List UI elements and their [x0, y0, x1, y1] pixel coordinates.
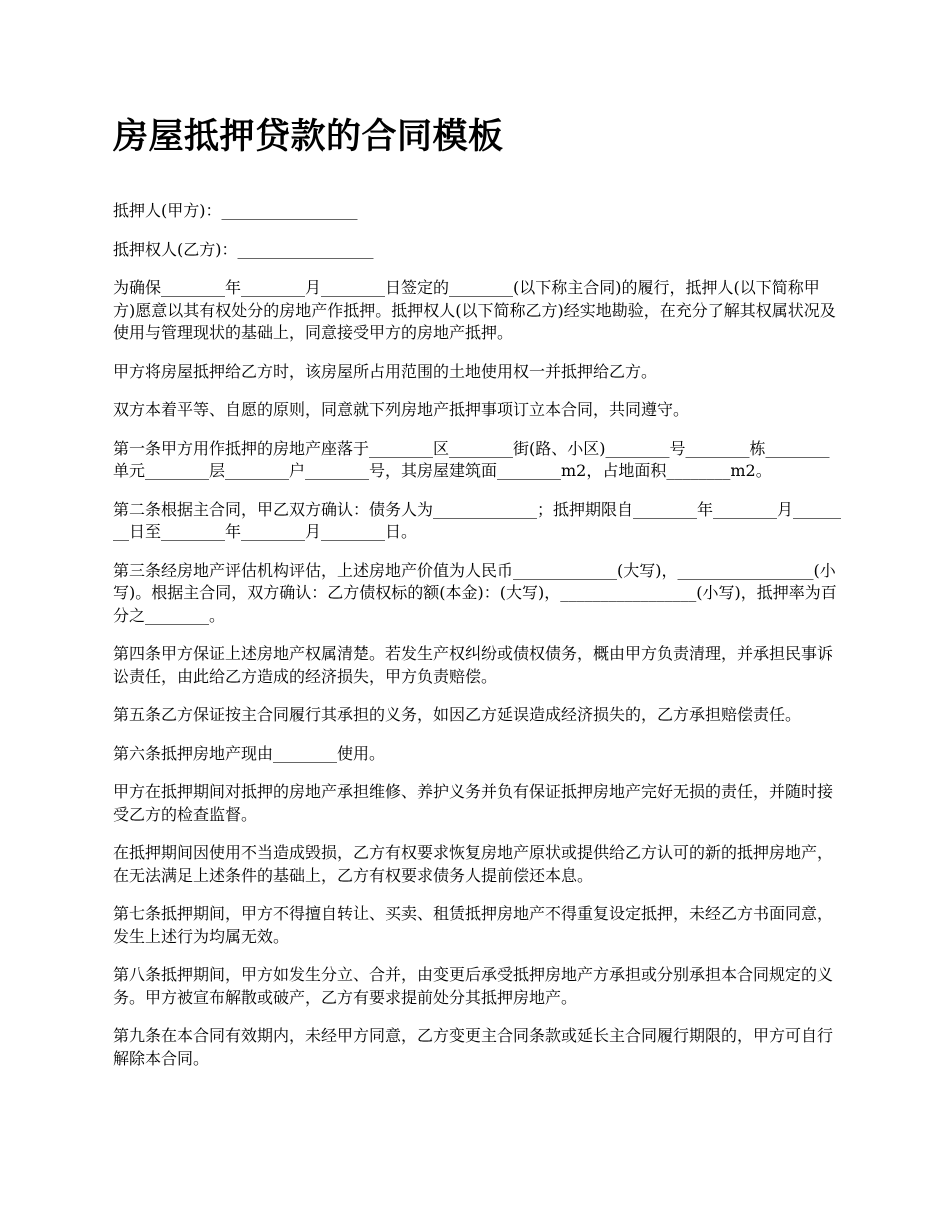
- paragraph-maintenance: 甲方在抵押期间对抵押的房地产承担维修、养护义务并负有保证抵押房地产完好无损的责任，并随时接受乙方的检查监督。: [113, 782, 834, 824]
- paragraph-article-3: 第三条经房地产评估机构评估，上述房地产价值为人民币_____________(大写)，_________________(小写)。根据主合同，双方确认：乙方债权标的额(本金)：(大写)，_________________(小写)，抵押率为百分之________。: [113, 560, 837, 625]
- paragraph-land-use: 甲方将房屋抵押给乙方时，该房屋所占用范围的土地使用权一并抵押给乙方。: [113, 361, 658, 381]
- paragraph-principle: 双方本着平等、自愿的原则，同意就下列房地产抵押事项订立本合同，共同遵守。: [113, 400, 690, 419]
- paragraph-article-5: 第五条乙方保证按主合同履行其承担的义务，如因乙方延误造成经济损失的，乙方承担赔偿责任。: [113, 705, 802, 724]
- paragraph-article-9: 第九条在本合同有效期内，未经甲方同意，乙方变更主合同条款或延长主合同履行期限的，甲方可自行解除本合同。: [113, 1026, 834, 1068]
- paragraph-article-2: 第二条根据主合同，甲乙双方确认：债务人为_____________；抵押期限自________年________月________日至________年________月________日。: [113, 499, 842, 541]
- paragraph-mortgagor: 抵押人(甲方)：_________________: [113, 201, 358, 220]
- paragraph-article-6: 第六条抵押房地产现由________使用。: [113, 743, 386, 763]
- paragraph-damage: 在抵押期间因使用不当造成毁损，乙方有权要求恢复房地产原状或提供给乙方认可的新的抵押房地产，在无法满足上述条件的基础上，乙方有权要求债务人提前偿还本息。: [113, 843, 834, 885]
- document-page: [113, 112, 841, 1086]
- document-title: 房屋抵押贷款的合同模板: [113, 116, 504, 157]
- paragraph-article-7: 第七条抵押期间，甲方不得擅自转让、买卖、租赁抵押房地产不得重复设定抵押，未经乙方书面同意，发生上述行为均属无效。: [113, 904, 834, 946]
- paragraph-article-1: 第一条甲方用作抵押的房地产座落于________区________街(路、小区)________号________栋________单元________层________户________号，其房屋建筑面________m2，占地面积________m2。: [113, 438, 830, 480]
- paragraph-article-8: 第八条抵押期间，甲方如发生分立、合并，由变更后承受抵押房地产方承担或分别承担本合同规定的义务。甲方被宣布解散或破产，乙方有要求提前处分其抵押房地产。: [113, 965, 834, 1007]
- paragraph-article-4: 第四条甲方保证上述房地产权属清楚。若发生产权纠纷或债权债务，概由甲方负责清理，并承担民事诉讼责任，由此给乙方造成的经济损失，甲方负责赔偿。: [113, 644, 834, 686]
- paragraph-mortgagee: 抵押权人(乙方)：_________________: [113, 239, 374, 259]
- paragraph-preamble: 为确保________年________月________日签定的________(以下称主合同)的履行，抵押人(以下简称甲方)愿意以其有权处分的房地产作抵押。抵押权人(以下简称乙方)经实地勘验，在充分了解其权属状况及使用与管理现状的基础上，同意接受甲方的房地产抵押。: [113, 278, 836, 342]
